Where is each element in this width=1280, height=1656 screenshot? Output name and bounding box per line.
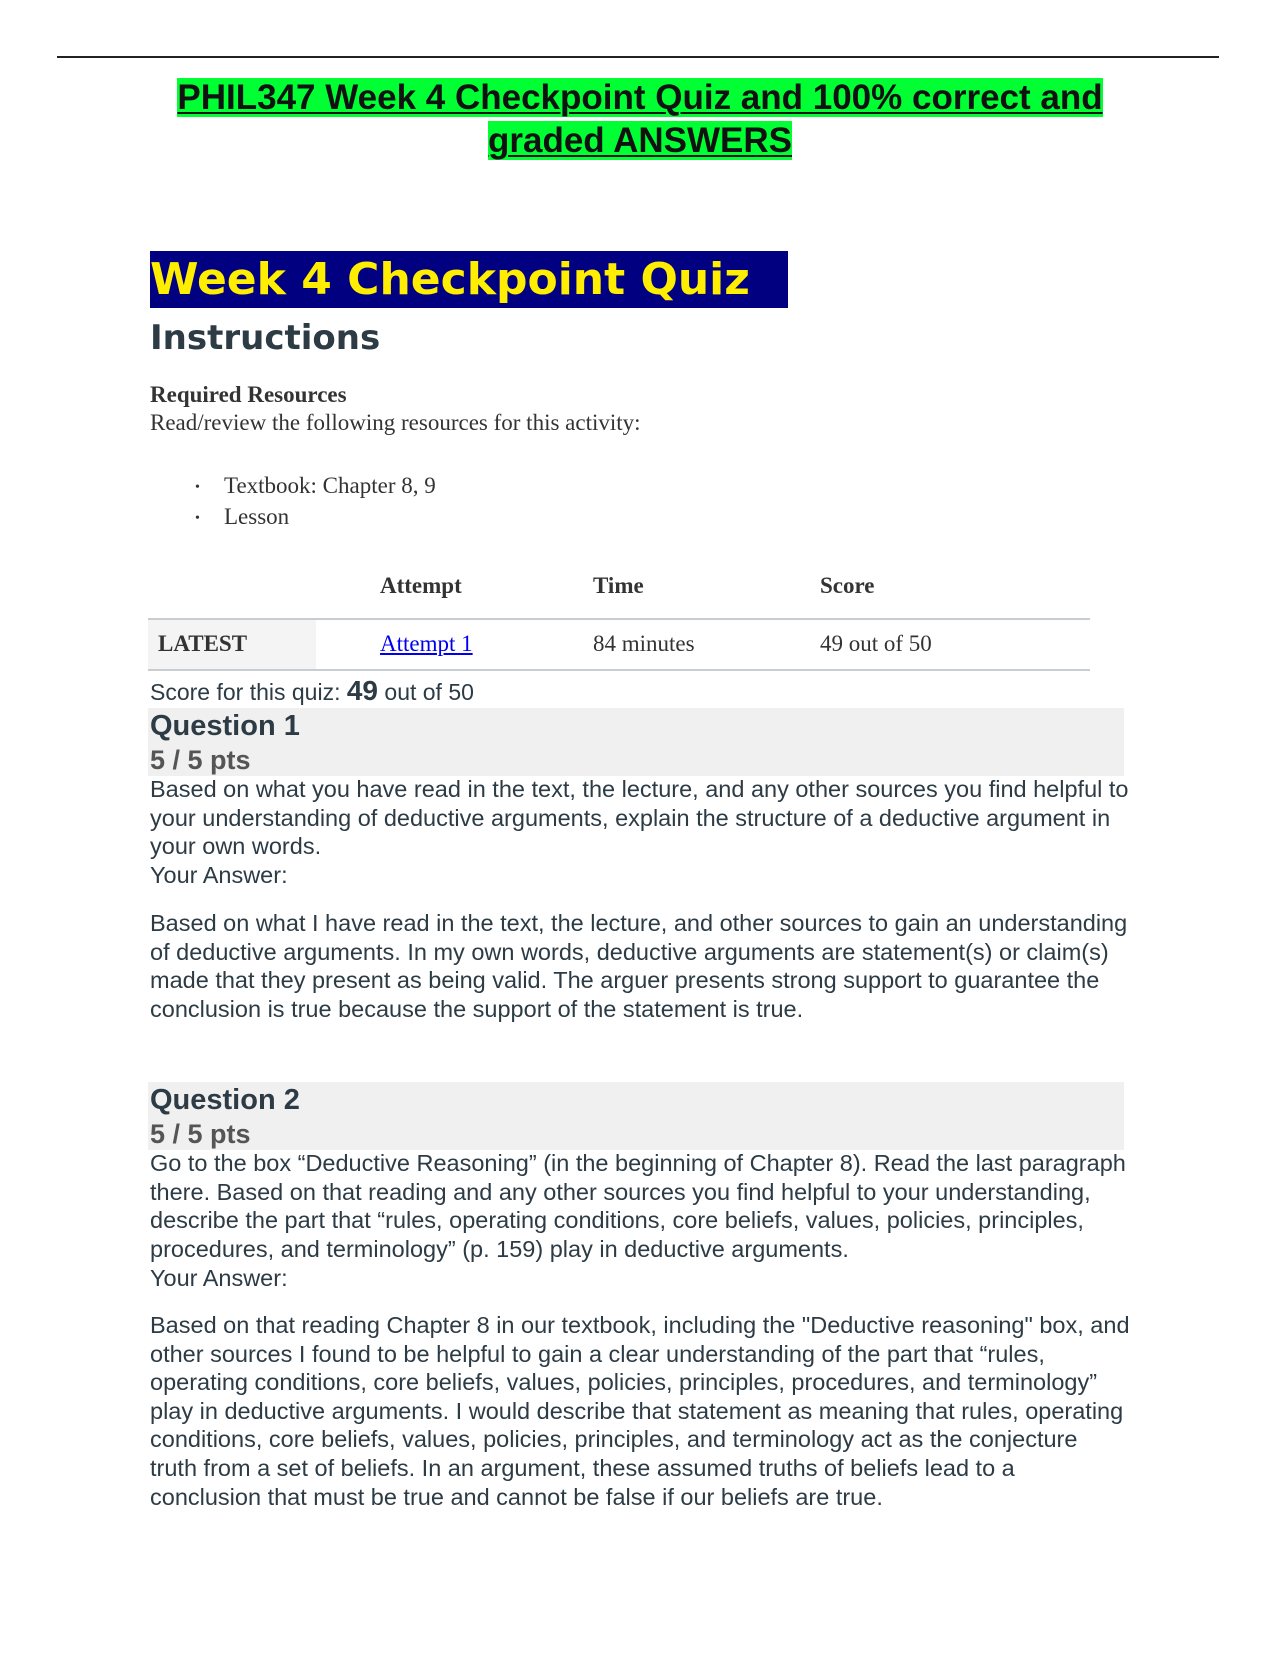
attempt-score: 49 out of 50: [820, 631, 932, 656]
bullet-icon: •: [195, 511, 200, 527]
attempt-time: 84 minutes: [593, 631, 695, 656]
instructions-heading: Instructions: [150, 318, 381, 358]
score-summary: [150, 676, 474, 707]
question-2-header: [148, 1082, 1124, 1150]
question-1-answer-label: Your Answer:: [150, 862, 288, 888]
latest-label: LATEST: [158, 631, 248, 656]
score-prefix: Score for this quiz:: [150, 679, 347, 705]
table-divider: [148, 618, 1090, 620]
resource-label: Lesson: [224, 504, 290, 529]
question-2-answer: Based on that reading Chapter 8 in our textbook, including the "Deductive reasoning" box, and other sources I found to be helpful to gain a clear understanding of the part that “rules, operating conditions, core beliefs, values, policies, principles, procedures, and terminology” play in deductive arguments. I would describe that statement as meaning that rules, operating conditions, core beliefs, values, policies, principles, and terminology act as the conjecture truth from a set of beliefs. In an argument, these assumed truths of beliefs lead to a conclusion that must be true and cannot be false if our beliefs are true.: [150, 1312, 1130, 1510]
required-resources-heading: Required Resources: [150, 382, 347, 407]
question-points: 5 / 5 pts: [150, 1119, 251, 1149]
top-rule: [57, 56, 1219, 58]
header-time: Time: [593, 573, 644, 598]
attempt-link[interactable]: Attempt 1: [380, 631, 473, 656]
question-1-prompt: Based on what you have read in the text, the lecture, and any other sources you find helpful to your understanding of deductive arguments, explain the structure of a deductive argument in your own words.: [150, 776, 1129, 860]
question-2-prompt: Go to the box “Deductive Reasoning” (in the beginning of Chapter 8). Read the last paragraph there. Based on that reading and any other sources you find helpful to your understanding, describe the part that “rules, operating conditions, core beliefs, values, policies, principles, procedures, and terminology” (p. 159) play in deductive arguments.: [150, 1150, 1126, 1262]
question-title: Question 1: [150, 710, 300, 742]
table-divider: [148, 669, 1090, 671]
question-2-answer-label: Your Answer:: [150, 1265, 288, 1291]
question-title: Question 2: [150, 1084, 300, 1116]
resource-label: Textbook: Chapter 8, 9: [224, 473, 436, 498]
required-resources-text: Read/review the following resources for this activity:: [150, 410, 641, 435]
question-1-answer: Based on what I have read in the text, the lecture, and other sources to gain an understanding of deductive arguments. In my own words, deductive arguments are statement(s) or claim(s) made that they present as being valid. The arguer presents strong support to guarantee the conclusion is true because the support of the statement is true.: [150, 910, 1128, 1022]
quiz-banner-title: Week 4 Checkpoint Quiz: [150, 251, 788, 308]
bullet-icon: •: [195, 480, 200, 496]
resources-list: [195, 470, 436, 532]
header-attempt: Attempt: [380, 573, 462, 598]
header-score: Score: [820, 573, 875, 598]
list-item: [195, 501, 436, 532]
question-1-header: [148, 708, 1124, 776]
document-title-text: PHIL347 Week 4 Checkpoint Quiz and 100% correct and graded ANSWERS: [177, 78, 1103, 160]
score-value: 49: [346, 675, 379, 706]
question-points: 5 / 5 pts: [150, 745, 251, 775]
score-suffix: out of 50: [378, 679, 474, 705]
list-item: [195, 470, 436, 501]
attempts-table: [148, 565, 1090, 671]
document-title: [120, 76, 1160, 162]
